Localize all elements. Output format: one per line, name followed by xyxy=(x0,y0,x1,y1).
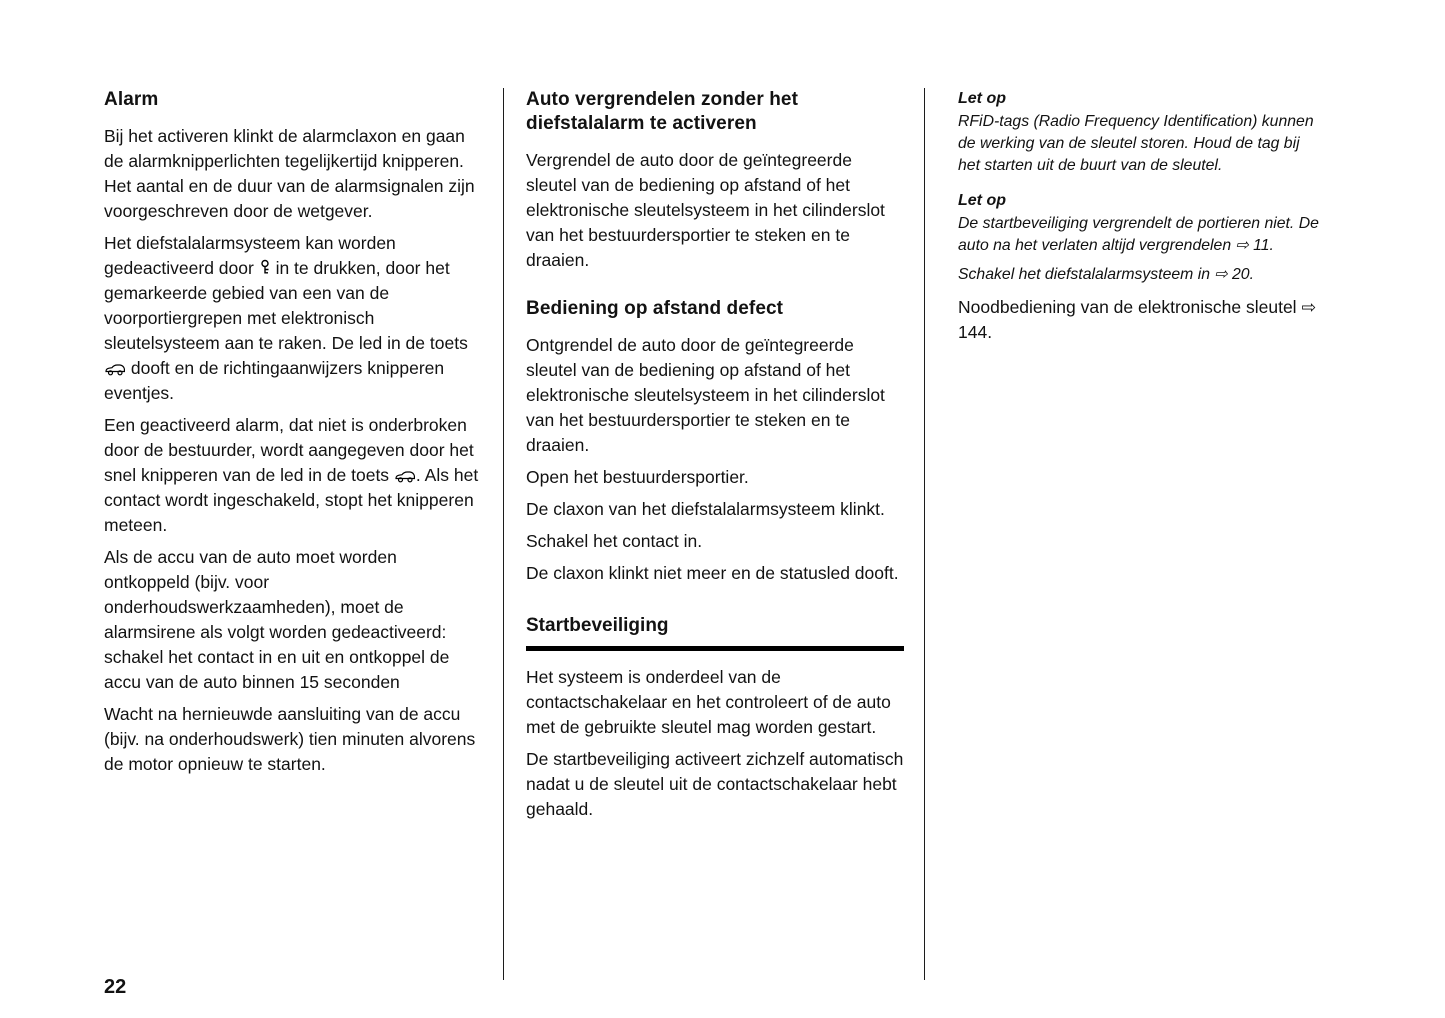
column-divider xyxy=(924,88,925,980)
note-title: Let op xyxy=(958,90,1006,107)
text-run: Als de accu van de auto moet worden ontkoppeld (bijv. voor onderhoudswerkzaamheden), moet de alarmsirene als volgt worden gedeactiveerd: schakel het contact in en uit en ontkoppel de accu van de auto binnen 15 seconden xyxy=(104,547,450,692)
text-run: . Als het contact wordt ingeschakeld, stopt het knipperen meteen. xyxy=(104,465,479,535)
text-run: Schakel het diefstalalarmsysteem in xyxy=(958,266,1215,283)
text-run: Vergrendel de auto door de geïntegreerde sleutel van de bediening op afstand of het elektronische sleutelsysteem in het cilinderslot van het bestuurdersportier te steken en te draaien. xyxy=(526,150,885,270)
text-run: Schakel het contact in. xyxy=(526,531,703,551)
paragraph xyxy=(526,529,904,554)
text-run: in te drukken, door het gemarkeerde gebied van een van de voorportiergrepen met elektronisch sleutelsysteem aan te raken. De led in de toets xyxy=(104,258,468,353)
text-run: Het diefstalalarmsysteem kan worden gedeactiveerd door xyxy=(104,233,396,278)
note-paragraph xyxy=(958,111,1324,177)
note-title: Let op xyxy=(958,192,1006,209)
page-reference: ⇨ 20. xyxy=(1214,266,1254,283)
paragraph xyxy=(958,295,1324,345)
section-heading: Startbeveiliging xyxy=(526,614,904,651)
paragraph xyxy=(104,702,484,777)
paragraph xyxy=(526,465,904,490)
paragraph xyxy=(526,665,904,740)
text-run: Noodbediening van de elektronische sleutel xyxy=(958,297,1302,317)
text-run: De claxon van het diefstalalarmsysteem klinkt. xyxy=(526,499,885,519)
column-alarm xyxy=(104,88,484,784)
text-run: De startbeveiliging activeert zichzelf automatisch nadat u de sleutel uit de contactschakelaar hebt gehaald. xyxy=(526,749,904,819)
column-locking xyxy=(526,88,904,829)
page-reference: ⇨ 144. xyxy=(958,297,1317,342)
paragraph xyxy=(104,413,484,538)
column-layout xyxy=(104,88,1324,980)
paragraph xyxy=(104,545,484,695)
column-divider xyxy=(503,88,504,980)
key-icon xyxy=(259,259,271,276)
paragraph xyxy=(526,497,904,522)
car-alarm-icon xyxy=(394,469,416,483)
section-heading: Alarm xyxy=(104,89,159,110)
text-run: Open het bestuurdersportier. xyxy=(526,467,749,487)
text-run: De startbeveiliging vergrendelt de portieren niet. De auto na het verlaten altijd vergrendelen xyxy=(958,215,1319,254)
text-run: Het systeem is onderdeel van de contactschakelaar en het controleert of de auto met de gebruikte sleutel mag worden gestart. xyxy=(526,667,891,737)
text-run: Bij het activeren klinkt de alarmclaxon en gaan de alarmknipperlichten tegelijkertijd knipperen. Het aantal en de duur van de alarmsignalen zijn voorgeschreven door de wetgever. xyxy=(104,126,475,221)
paragraph xyxy=(104,124,484,224)
car-alarm-icon xyxy=(104,362,126,376)
page-number: 22 xyxy=(104,976,127,998)
paragraph xyxy=(526,148,904,273)
note-paragraph xyxy=(958,264,1324,286)
text-run: Wacht na hernieuwde aansluiting van de accu (bijv. na onderhoudswerk) tien minuten alvorens de motor opnieuw te starten. xyxy=(104,704,476,774)
note-paragraph xyxy=(958,213,1324,257)
text-run: RFiD-tags (Radio Frequency Identification) kunnen de werking van de sleutel storen. Houd de tag bij het starten uit de buurt van de sleutel. xyxy=(958,113,1314,174)
column-notes xyxy=(958,88,1324,352)
paragraph xyxy=(526,333,904,458)
text-run: dooft en de richtingaanwijzers knipperen eventjes. xyxy=(104,358,445,403)
text-run: De claxon klinkt niet meer en de statusled dooft. xyxy=(526,563,899,583)
section-heading: Bediening op afstand defect xyxy=(526,298,784,319)
paragraph xyxy=(104,231,484,406)
paragraph xyxy=(526,561,904,586)
paragraph xyxy=(526,747,904,822)
section-heading: Auto vergrendelen zonder het diefstalalarm te activeren xyxy=(526,89,799,134)
text-run: Een geactiveerd alarm, dat niet is onderbroken door de bestuurder, wordt aangegeven door het snel knipperen van de led in de toets xyxy=(104,415,474,485)
page-reference: ⇨ 11. xyxy=(1235,237,1274,254)
text-run: Ontgrendel de auto door de geïntegreerde sleutel van de bediening op afstand of het elektronische sleutelsysteem in het cilinderslot van het bestuurdersportier te steken en te draaien. xyxy=(526,335,885,455)
